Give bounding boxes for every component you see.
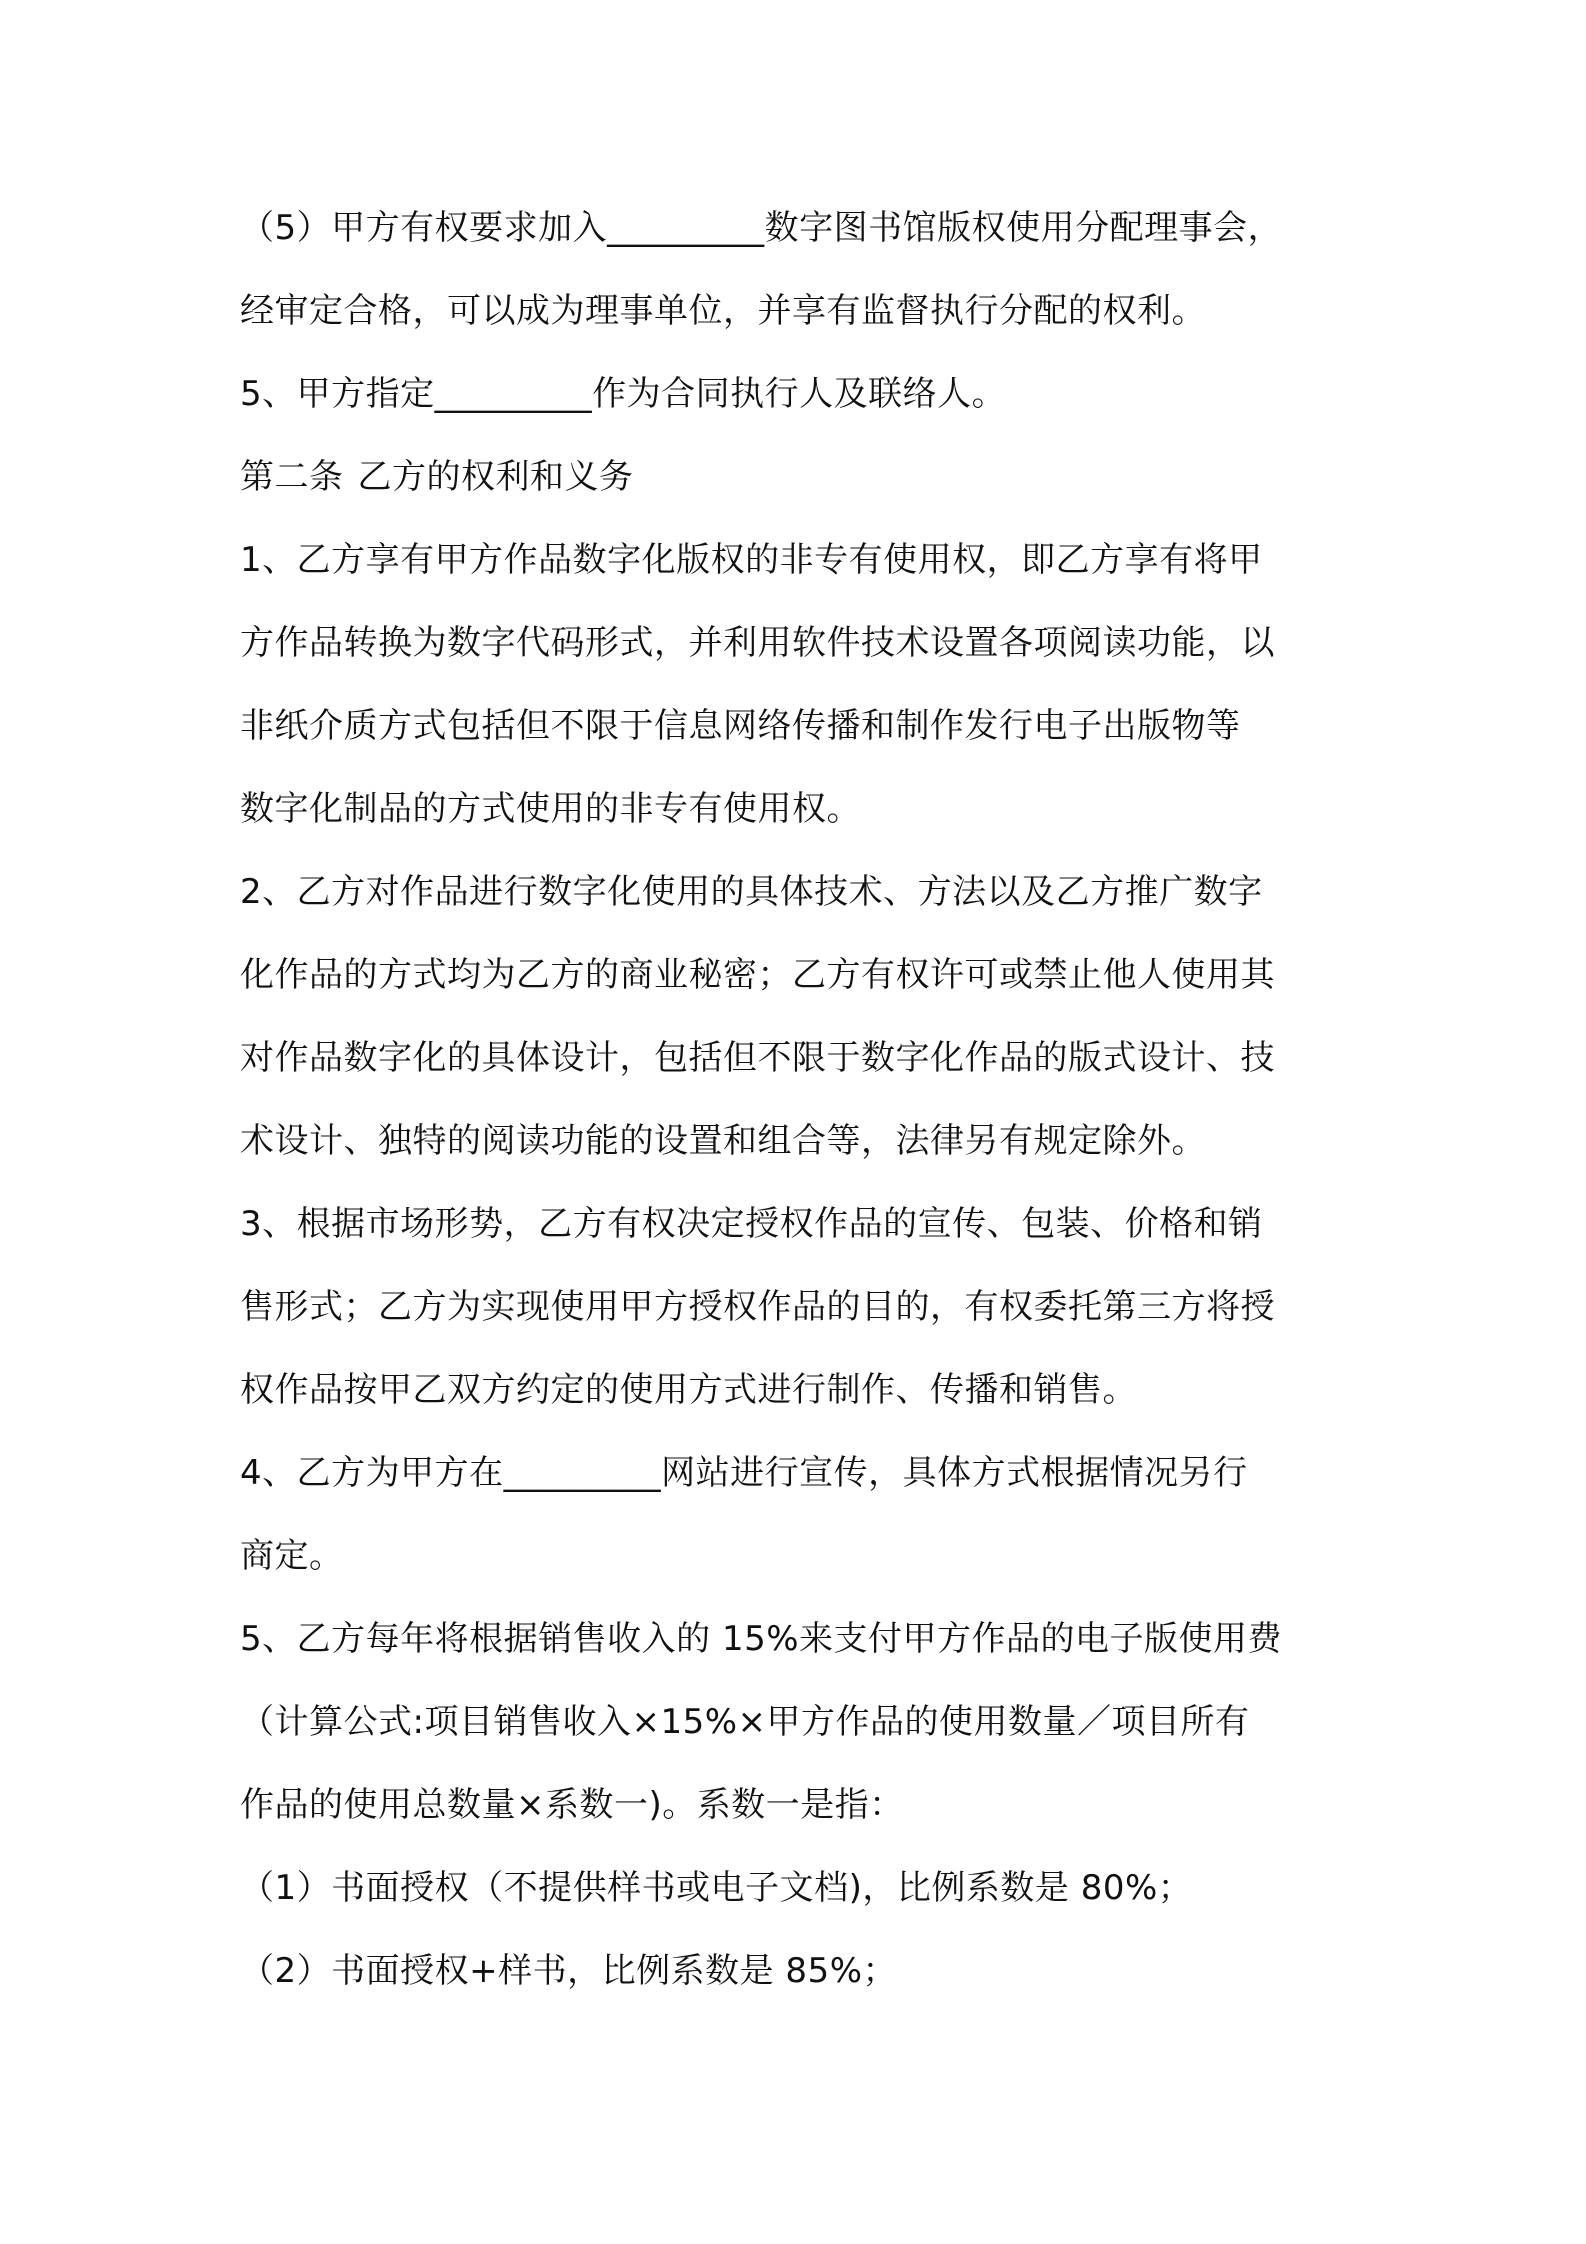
paragraph-line: 1、乙方享有甲方作品数字化版权的非专有使用权，即乙方享有将甲 [240,540,1263,580]
paragraph-line: 术设计、独特的阅读功能的设置和组合等，法律另有规定除外。 [240,1121,1206,1161]
document-body [240,200,1360,2026]
paragraph-line: 作品的使用总数量×系数一)。系数一是指： [240,1785,904,1825]
paragraph-line: 方作品转换为数字代码形式，并利用软件技术设置各项阅读功能，以 [240,623,1275,663]
paragraph-line: （2）书面授权+样书，比例系数是 85%； [240,1951,897,1991]
paragraph-line: 经审定合格，可以成为理事单位，并享有监督执行分配的权利。 [240,291,1206,331]
section-heading [240,449,1360,532]
paragraph-line: （5）甲方有权要求加入_________数字图书馆版权使用分配理事会， [240,208,1283,248]
paragraph-line: 权作品按甲乙双方约定的使用方式进行制作、传播和销售。 [240,1370,1137,1410]
paragraph-line: 3、根据市场形势，乙方有权决定授权作品的宣传、包装、价格和销 [240,1204,1263,1244]
paragraph-line: （1）书面授权（不提供样书或电子文档)，比例系数是 80%； [240,1868,1193,1908]
paragraph-line: 5、甲方指定_________作为合同执行人及联络人。 [240,374,1007,414]
paragraph-line: 售形式；乙方为实现使用甲方授权作品的目的，有权委托第三方将授 [240,1287,1275,1327]
paragraph-line: 商定。 [240,1536,344,1576]
section-title: 乙方的权利和义务 [357,457,634,497]
paragraph-line: 2、乙方对作品进行数字化使用的具体技术、方法以及乙方推广数字 [240,872,1263,912]
paragraph-line: 4、乙方为甲方在_________网站进行宣传，具体方式根据情况另行 [240,1453,1248,1493]
paragraph-line: 数字化制品的方式使用的非专有使用权。 [240,789,861,829]
section-number: 第二条 [240,457,344,497]
paragraph-line: 非纸介质方式包括但不限于信息网络传播和制作发行电子出版物等 [240,706,1241,746]
paragraph-line: 5、乙方每年将根据销售收入的 15%来支付甲方作品的电子版使用费 [240,1619,1283,1659]
paragraph-line: （计算公式:项目销售收入×15%×甲方作品的使用数量／项目所有 [240,1702,1250,1742]
paragraph-line: 化作品的方式均为乙方的商业秘密；乙方有权许可或禁止他人使用其 [240,955,1275,995]
paragraph-line: 对作品数字化的具体设计，包括但不限于数字化作品的版式设计、技 [240,1038,1275,1078]
